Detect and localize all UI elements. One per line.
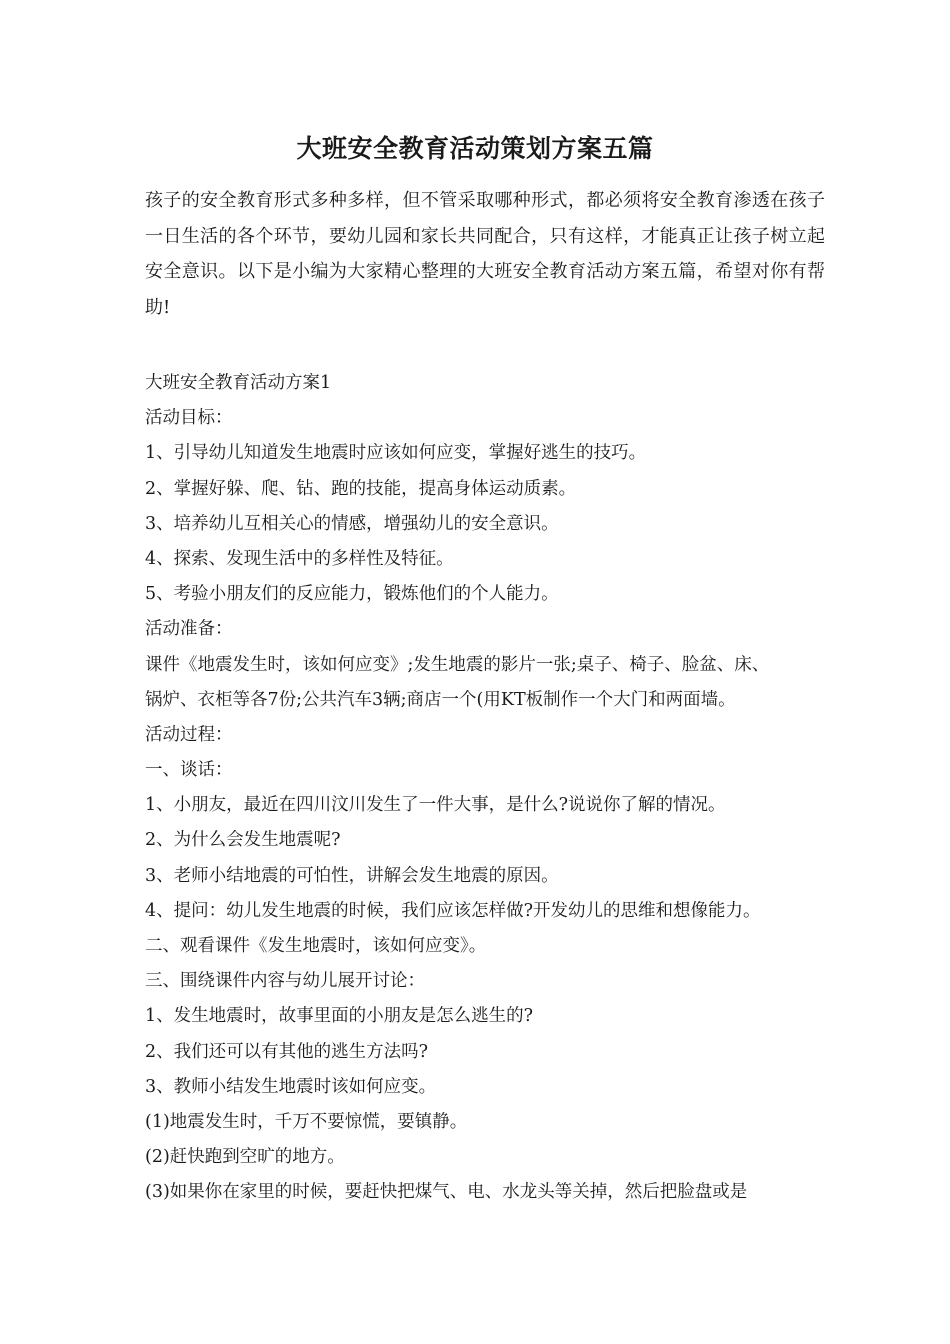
text-line: 5、考验小朋友们的反应能力，锻炼他们的个人能力。 xyxy=(145,584,559,605)
text-line: 4、提问：幼儿发生地震的时候，我们应该怎样做?开发幼儿的思维和想像能力。 xyxy=(145,900,761,921)
body-text xyxy=(145,366,825,1211)
text-line: 大班安全教育活动方案1 xyxy=(145,373,332,393)
text-line: 2、为什么会发生地震呢? xyxy=(145,830,341,851)
text-line: 活动过程： xyxy=(145,724,233,745)
text-line: 一、谈话： xyxy=(145,760,233,781)
text-line: 2、我们还可以有其他的逃生方法吗? xyxy=(145,1041,429,1062)
text-line: 1、发生地震时，故事里面的小朋友是怎么逃生的? xyxy=(145,1006,534,1027)
text-line: 2、掌握好躲、爬、钻、跑的技能，提高身体运动质素。 xyxy=(145,478,577,499)
text-line: 课件《地震发生时，该如何应变》;发生地震的影片一张;桌子、椅子、脸盆、床、 xyxy=(145,654,770,675)
text-line: 1、引导幼儿知道发生地震时应该如何应变，掌握好逃生的技巧。 xyxy=(145,443,647,464)
text-line: (3)如果你在家里的时候，要赶快把煤气、电、水龙头等关掉，然后把脸盘或是 xyxy=(145,1182,748,1203)
text-line: (2)赶快跑到空旷的地方。 xyxy=(145,1147,345,1168)
text-line: 4、探索、发现生活中的多样性及特征。 xyxy=(145,548,454,569)
document-title: 大班安全教育活动策划方案五篇 xyxy=(296,134,654,163)
text-line: 3、培养幼儿互相关心的情感，增强幼儿的安全意识。 xyxy=(145,513,559,534)
text-line: 活动目标： xyxy=(145,408,233,429)
intro-paragraph: 孩子的安全教育形式多种多样，但不管采取哪种形式，都必须将安全教育渗透在孩子一日生活的各个环节，要幼儿园和家长共同配合，只有这样，才能真正让孩子树立起安全意识。以下是小编为大家精心整理的大班安全教育活动方案五篇，希望对你有帮助! xyxy=(145,190,825,318)
text-line: 三、围绕课件内容与幼儿展开讨论： xyxy=(145,971,425,992)
text-line: 活动准备： xyxy=(145,619,233,640)
text-line: 1、小朋友，最近在四川汶川发生了一件大事，是什么?说说你了解的情况。 xyxy=(145,795,726,816)
text-line: 3、老师小结地震的可怕性，讲解会发生地震的原因。 xyxy=(145,865,559,886)
text-line: 二、观看课件《发生地震时，该如何应变》。 xyxy=(145,936,487,956)
text-line: 3、教师小结发生地震时该如何应变。 xyxy=(145,1076,437,1097)
text-line: (1)地震发生时，千万不要惊慌，要镇静。 xyxy=(145,1111,468,1132)
text-line: 锅炉、衣柜等各7份;公共汽车3辆;商店一个(用KT板制作一个大门和两面墙。 xyxy=(145,689,736,710)
